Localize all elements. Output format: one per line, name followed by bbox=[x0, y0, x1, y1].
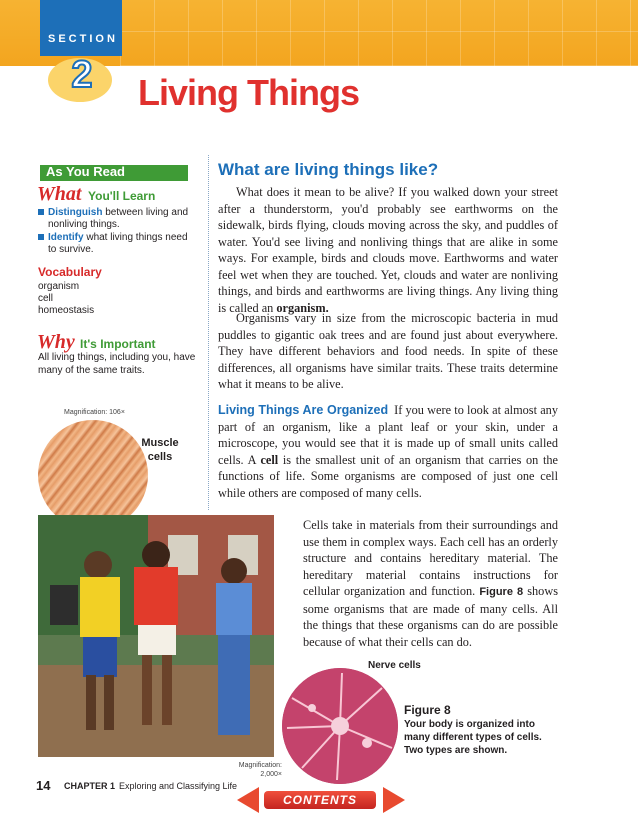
section-label: SECTION bbox=[48, 33, 118, 45]
section-heading: What are living things like? bbox=[218, 160, 439, 179]
students-photo bbox=[38, 515, 274, 757]
paragraph-3-cont-text-a: Cells take in materials from their surroundings and use them in complex ways. Each cell has an orderly structure and contains hereditary material. The hereditary material contains instructions for cellular organization and function. bbox=[303, 518, 558, 598]
as-you-read-notch bbox=[34, 165, 40, 181]
vocabulary-term: homeostasis bbox=[38, 305, 95, 316]
figure-caption: Your body is organized into many different types of cells. Two types are shown. bbox=[404, 719, 542, 756]
square-bullet-icon bbox=[38, 234, 44, 240]
why-heading: Why bbox=[37, 331, 75, 353]
vocabulary-term: organism bbox=[38, 281, 80, 292]
square-bullet-icon bbox=[38, 209, 44, 215]
section-number: 2 bbox=[71, 54, 93, 96]
contents-button[interactable]: CONTENTS bbox=[264, 791, 376, 809]
nerve-cells-micrograph bbox=[282, 668, 398, 784]
term-organism: organism. bbox=[276, 300, 329, 315]
as-you-read-label: As You Read bbox=[46, 164, 125, 179]
paragraph-1-text: What does it mean to be alive? If you walked down your street after a thunderstorm, you'd probably see earthworms on the sidewalk, birds flying, clouds moving across the sky, and puddles of water. You'd see living and nonliving things that are alike in some ways. For example, birds and clouds move. Earthworms and water feel wet when they are touched. Yet, clouds and water are nonliving things, and birds and earthworms are living things. Any living thing is called an bbox=[218, 185, 558, 315]
next-page-arrow-icon[interactable] bbox=[383, 787, 405, 813]
objective-item bbox=[38, 207, 198, 231]
column-divider bbox=[208, 155, 209, 510]
nerve-magnification: Magnification: 2,000× bbox=[238, 762, 282, 778]
paragraph-3-continued bbox=[303, 517, 558, 650]
paragraph-3 bbox=[218, 402, 558, 501]
living-things-organized-heading: Living Things Are Organized bbox=[218, 403, 389, 417]
objective-keyword: Identify bbox=[48, 232, 84, 243]
paragraph-3-text-b: is the smallest unit of an organism that carries on the functions of life. Some organisms are composed of just one cell while others are composed of many cells. bbox=[218, 452, 559, 500]
objectives-list bbox=[38, 207, 198, 257]
chapter-label: CHAPTER 1 bbox=[64, 781, 116, 791]
nerve-cells-label: Nerve cells bbox=[368, 660, 421, 671]
previous-page-arrow-icon[interactable] bbox=[237, 787, 259, 813]
paragraph-2: Organisms vary in size from the microscopic bacteria in mud puddles to gigantic oak trees and are found just about everywhere. They have different behaviors and food needs. In spite of these differences, all organisms have similar traits. These traits determine what it means to be alive. bbox=[218, 311, 558, 391]
objective-item bbox=[38, 232, 198, 256]
chapter-title: Exploring and Classifying Life bbox=[119, 781, 238, 791]
term-cell: cell bbox=[260, 452, 279, 467]
youll-learn-heading: You'll Learn bbox=[88, 189, 156, 203]
objective-text: between living and nonliving things. bbox=[48, 207, 189, 230]
paragraph-3-text-a: If you were to look at almost any part of an organism, like a plant leaf or your skin, under a microscope, you would see that it is made up of small units called cells. A bbox=[218, 403, 558, 467]
page-number: 14 bbox=[36, 778, 51, 793]
vocabulary-heading: Vocabulary bbox=[38, 265, 102, 279]
page-title: Living Things bbox=[138, 72, 359, 113]
paragraph-3-cont-text-b: shows some organisms that are made of many cells. All the things that these organisms can do are possible because of what their cells can do. bbox=[303, 584, 558, 649]
figure-8-reference: Figure 8 bbox=[479, 586, 524, 598]
muscle-cells-label: Muscle cells bbox=[141, 437, 179, 463]
why-important-text: All living things, including you, have many of the same traits. bbox=[38, 352, 196, 376]
what-heading: What bbox=[37, 183, 82, 205]
vocabulary-term: cell bbox=[38, 293, 54, 304]
objective-text: what living things need to survive. bbox=[48, 232, 188, 255]
header-grid-pattern bbox=[120, 0, 638, 66]
its-important-heading: It's Important bbox=[80, 337, 156, 351]
section-tab bbox=[40, 0, 122, 56]
paragraph-1 bbox=[218, 184, 558, 316]
objective-keyword: Distinguish bbox=[48, 207, 103, 218]
vocabulary-list bbox=[38, 281, 94, 317]
muscle-magnification: Magnification: 106× bbox=[64, 409, 125, 416]
figure-title: Figure 8 bbox=[404, 703, 451, 717]
